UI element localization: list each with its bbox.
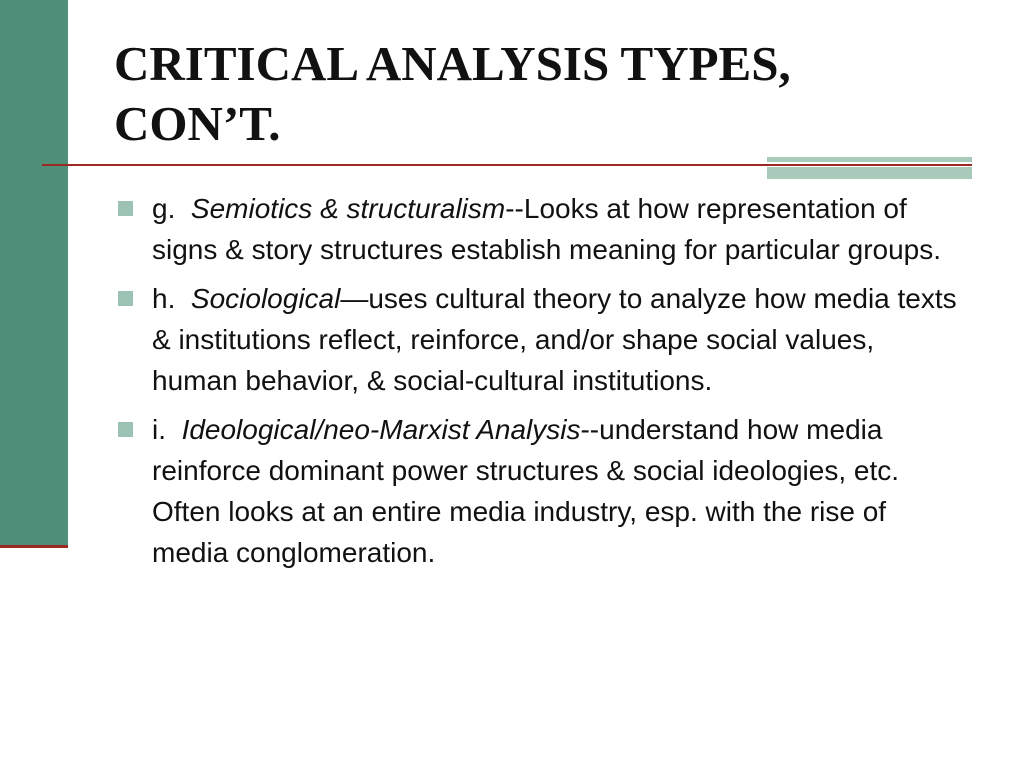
accent-stripes: [767, 157, 972, 179]
bullet-term: Sociological: [190, 283, 341, 314]
bullet-term: Ideological/neo-Marxist Analysis: [181, 414, 581, 445]
bullet-item-g: [114, 188, 964, 270]
bullet-text: understand how media reinforce dominant power structures & social ideologies, etc. Often looks at an entire media industry, esp. with the rise of media conglomeration.: [152, 414, 900, 568]
bullet-marker: i.: [152, 414, 166, 445]
sidebar-accent-line: [0, 545, 68, 548]
bullet-separator: --: [580, 414, 600, 445]
bullet-separator: --: [505, 193, 524, 224]
square-bullet-icon: [118, 422, 133, 437]
square-bullet-icon: [118, 201, 133, 216]
sidebar-accent-bar: [0, 0, 68, 545]
slide-title: CRITICAL ANALYSIS TYPES, CON’T.: [114, 36, 791, 151]
accent-stripe-bottom: [767, 167, 972, 179]
bullet-item-h: [114, 278, 964, 401]
bullet-text: Looks at how representation of signs & story structures establish meaning for particular groups.: [152, 193, 942, 265]
bullet-term: Semiotics & structuralism: [190, 193, 506, 224]
square-bullet-icon: [118, 291, 133, 306]
bullet-list: [114, 188, 964, 581]
accent-stripe-top: [767, 157, 972, 162]
bullet-separator: —: [340, 283, 369, 314]
bullet-item-i: [114, 409, 964, 573]
bullet-marker: g.: [152, 193, 176, 224]
bullet-text: uses cultural theory to analyze how media texts & institutions reflect, reinforce, and/or shape social values, human behavior, & social-cultural institutions.: [152, 283, 957, 396]
bullet-marker: h.: [152, 283, 176, 314]
